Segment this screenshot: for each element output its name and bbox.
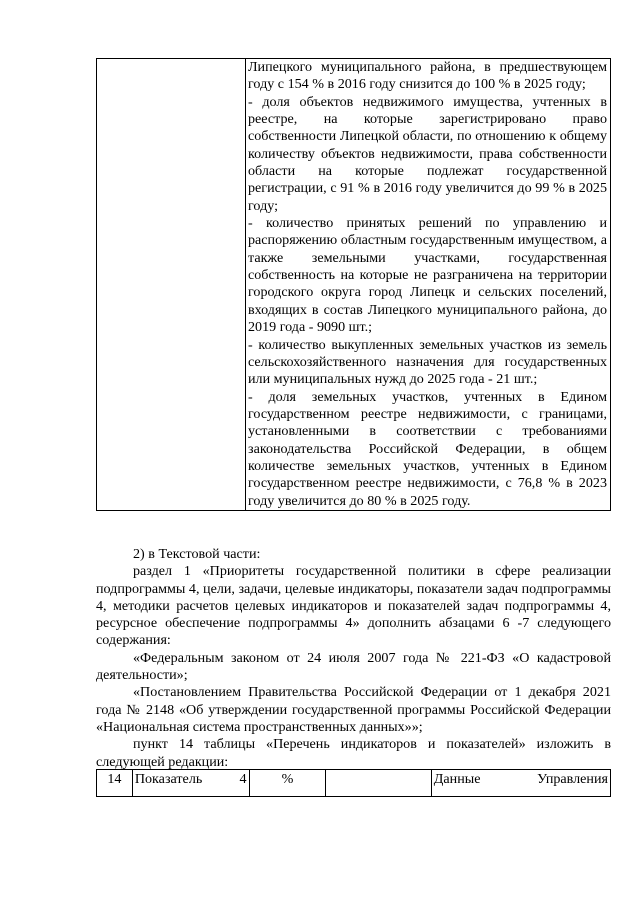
body-paragraph: раздел 1 «Приоритеты государственной политики в сфере реализации подпрограммы 4, цели, задачи, целевые индикаторы, показатели задач подпрограммы 4, методики расчетов целевых индикаторов и показателей задач подпрограммы 4, ресурсное обеспечение подпрограммы 4» дополнить абзацами 6 -7 следующего содержания: [96, 563, 611, 649]
table-row [97, 770, 611, 797]
indicators-table-continuation [96, 58, 611, 511]
indicator-number-text: 4 [239, 771, 247, 787]
body-paragraph: «Федеральным законом от 24 июля 2007 года № 221-ФЗ «О кадастровой деятельности»; [96, 649, 611, 684]
table-row [97, 59, 611, 511]
indicator-14-table [96, 769, 611, 797]
source-cell [431, 770, 610, 797]
row-number-cell: 14 [97, 770, 133, 797]
expected-results-cell [246, 59, 611, 511]
body-paragraph: «Постановлением Правительства Российской Федерации от 1 декабря 2021 года № 2148 «Об утверждении государственной программы Российской Федерации «Национальная система пространственных данных»»; [96, 684, 611, 735]
section-heading: 2) в Текстовой части: [133, 546, 261, 562]
body-text [96, 546, 611, 771]
empty-left-cell [97, 59, 246, 511]
result-paragraph: - доля объектов недвижимого имущества, учтенных в реестре, на которые зарегистрировано право собственности Липецкой области, по отношению к общему количеству объектов недвижимости, права собственности области на которые подлежат государственной регистрации, с 91 % в 2016 году увеличится до 99 % в 2025 году; [248, 93, 607, 214]
unit-cell: % [249, 770, 326, 797]
result-paragraph: - доля земельных участков, учтенных в Едином государственном реестре недвижимости, с границами, установленными в соответствии с требованиями законодательства Российской Федерации, в общем количестве земельных участков, учтенных в Едином государственном реестре недвижимости, с 76,8 % в 2023 году увеличится до 80 % в 2025 году. [248, 388, 607, 509]
result-paragraph: - количество принятых решений по управлению и распоряжению областным государственным имуществом, а также земельными участками, государственная собственность на которые не разграничена на территории городского округа город Липецк и сельских поселений, входящих в состав Липецкого муниципального района, до 2019 года - 9090 шт.; [248, 215, 607, 336]
result-paragraph: - количество выкупленных земельных участков из земель сельскохозяйственного назначения для государственных или муниципальных нужд до 2025 года - 21 шт.; [248, 336, 607, 388]
body-paragraph: пункт 14 таблицы «Перечень индикаторов и показателей» изложить в следующей редакции: [96, 736, 611, 770]
empty-cell [326, 770, 431, 797]
source-text: Данные [433, 771, 481, 787]
indicator-name-text: Показатель [134, 771, 203, 787]
source-text: Управления [537, 771, 608, 787]
indicator-name-cell [132, 770, 249, 797]
result-paragraph: Липецкого муниципального района, в предшествующем году с 154 % в 2016 году снизится до 100 % в 2025 году; [248, 59, 607, 93]
